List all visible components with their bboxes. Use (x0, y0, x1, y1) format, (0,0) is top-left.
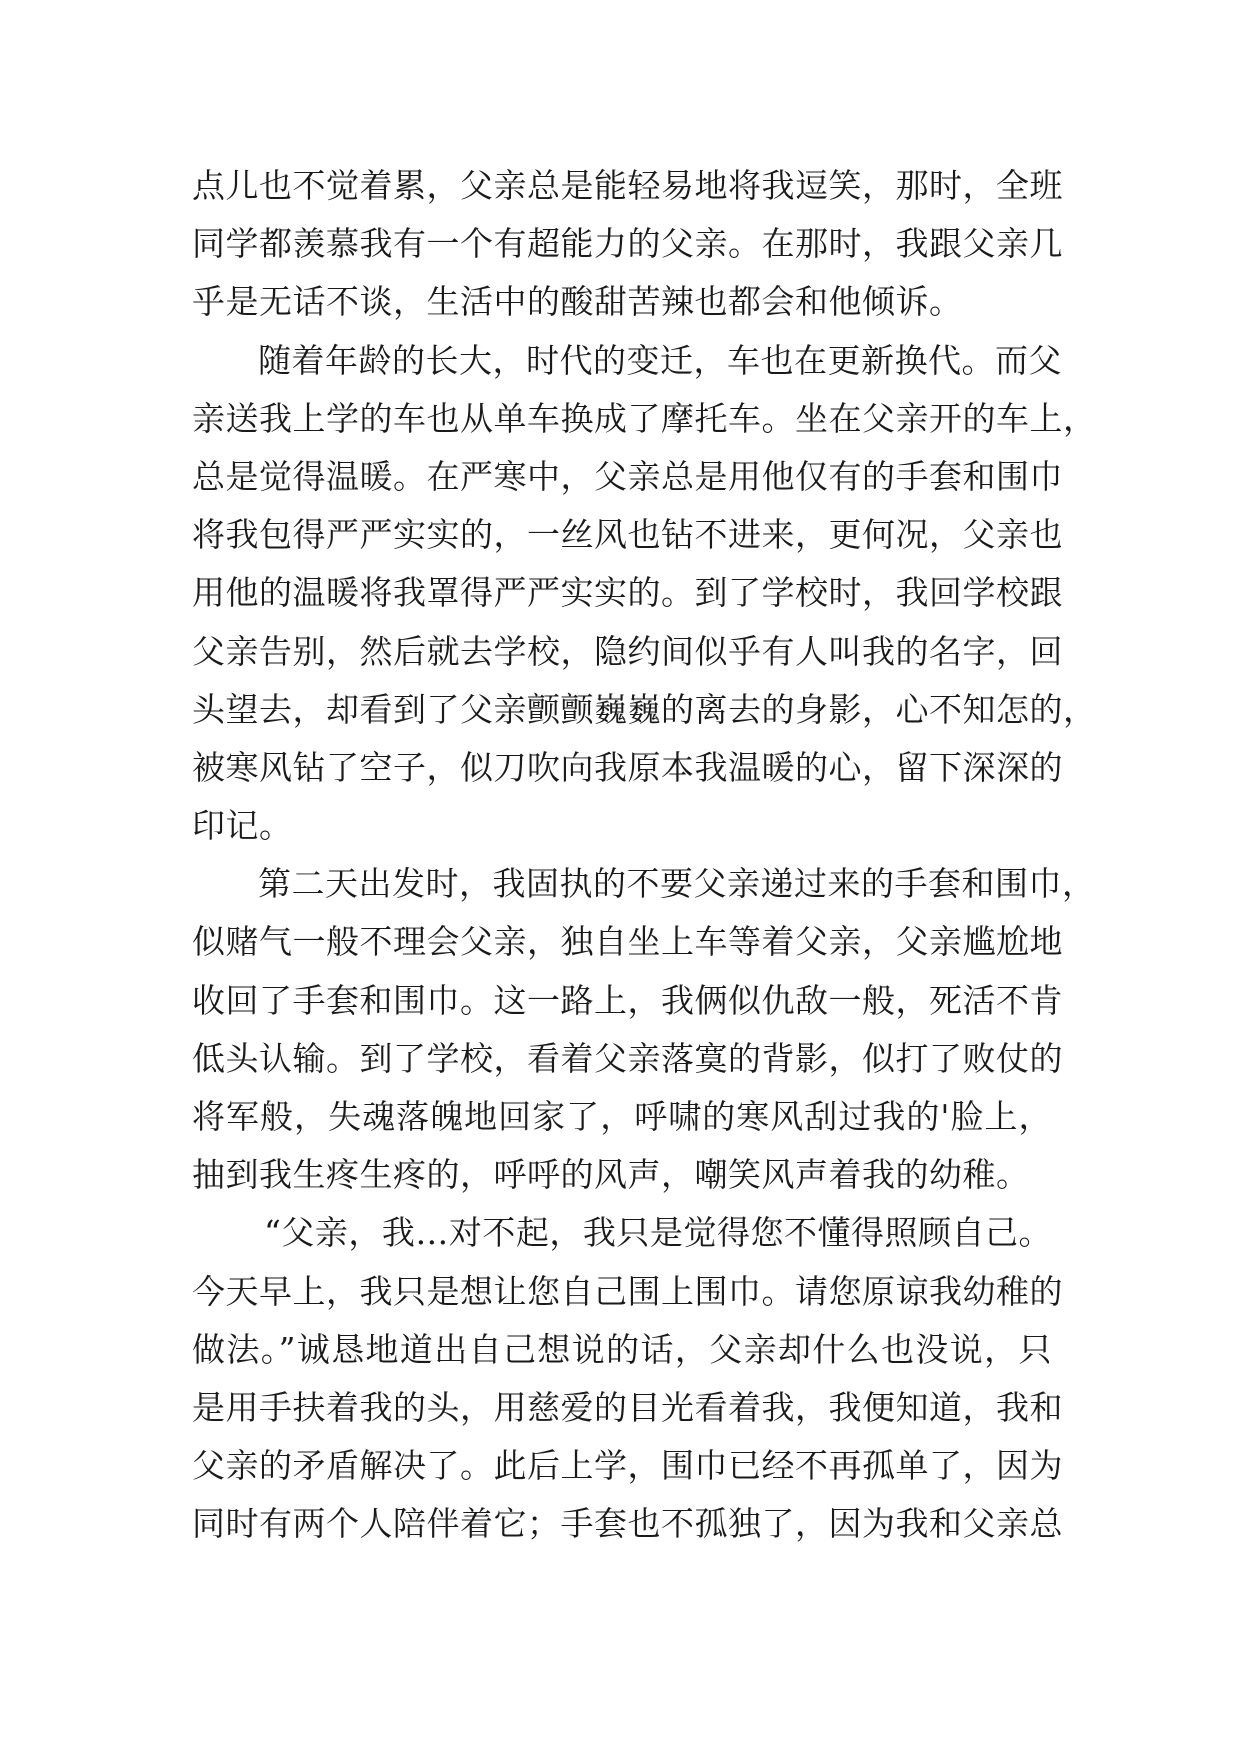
text-line: 同时有两个人陪伴着它；手套也不孤独了，因为我和父亲总 (192, 1504, 1063, 1544)
text-line: 第二天出发时，我固执的不要父亲递过来的手套和围巾， (258, 864, 1096, 904)
text-line: 今天早上，我只是想让您自己围上围巾。请您原谅我幼稚的 (192, 1271, 1063, 1311)
text-line: 乎是无话不谈，生活中的酸甜苦辣也都会和他倾诉。 (192, 282, 963, 322)
text-line: 同学都羡慕我有一个有超能力的父亲。在那时，我跟父亲几 (192, 224, 1063, 264)
text-line: 印记。 (192, 806, 293, 846)
text-line: 总是觉得温暖。在严寒中，父亲总是用他仅有的手套和围巾 (192, 456, 1063, 496)
text-line: 做法。”诚恳地道出自己想说的话，父亲却什么也没说，只 (192, 1329, 1052, 1369)
text-line: 是用手扶着我的头，用慈爱的目光看着我，我便知道，我和 (192, 1387, 1063, 1427)
text-line: 随着年龄的长大，时代的变迁，车也在更新换代。而父 (258, 340, 1062, 380)
text-line: 父亲告别，然后就去学校，隐约间似乎有人叫我的名字，回 (192, 631, 1063, 671)
text-line: 似赌气一般不理会父亲，独自坐上车等着父亲，父亲尴尬地 (192, 922, 1063, 962)
text-line: 低头认输。到了学校，看着父亲落寞的背影，似打了败仗的 (192, 1038, 1063, 1078)
text-line: 将我包得严严实实的，一丝风也钻不进来，更何况，父亲也 (192, 515, 1063, 555)
text-line: 抽到我生疼生疼的，呼呼的风声，嘲笑风声着我的幼稚。 (192, 1155, 1030, 1195)
text-line: 被寒风钻了空子，似刀吹向我原本我温暖的心，留下深深的 (192, 747, 1063, 787)
text-line: 头望去，却看到了父亲颤颤巍巍的离去的身影，心不知怎的， (192, 689, 1097, 729)
text-line: 用他的温暖将我罩得严严实实的。到了学校时，我回学校跟 (192, 573, 1063, 613)
text-line: 亲送我上学的车也从单车换成了摩托车。坐在父亲开的车上， (192, 398, 1097, 438)
text-line: 将军般，失魂落魄地回家了，呼啸的寒风刮过我的'脸上， (192, 1097, 1052, 1136)
text-line: “父亲，我…对不起，我只是觉得您不懂得照顾自己。 (264, 1213, 1052, 1253)
text-line: 收回了手套和围巾。这一路上，我俩似仇敌一般，死活不肯 (192, 980, 1063, 1020)
body-text (192, 157, 1097, 1554)
text-line: 父亲的矛盾解决了。此后上学，围巾已经不再孤单了，因为 (192, 1446, 1063, 1486)
text-line: 点儿也不觉着累，父亲总是能轻易地将我逗笑，那时，全班 (192, 166, 1063, 205)
